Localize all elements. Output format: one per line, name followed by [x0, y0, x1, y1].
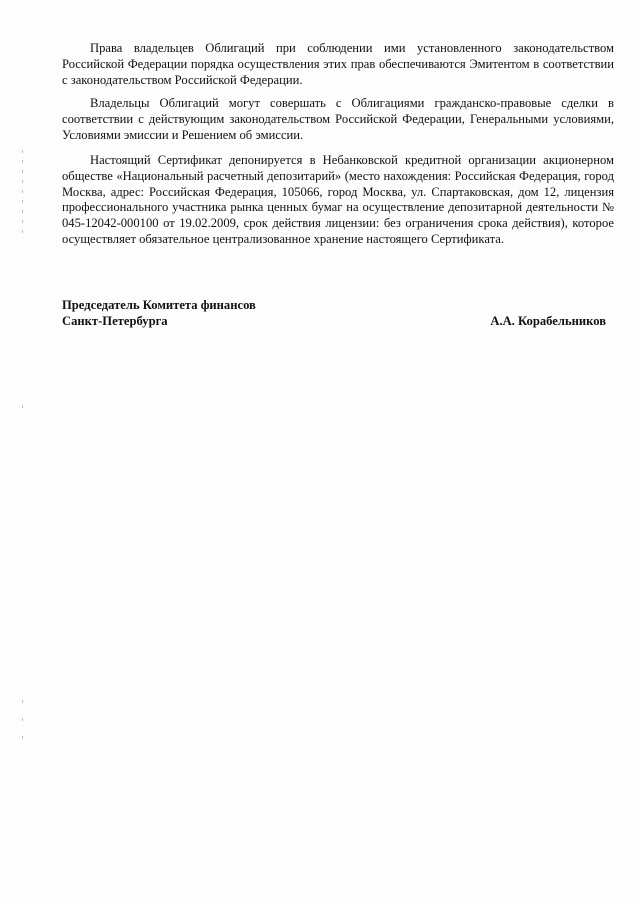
signatory-title [62, 297, 256, 329]
rights-paragraph [62, 41, 614, 88]
depository-paragraph [62, 153, 614, 248]
paragraph-depository-text: Настоящий Сертификат депонируется в Небанковской кредитной организации акционерном обществе «Национальный расчетный депозитарий» (место нахождения: Российская Федерация, город Москва, адрес: Российская Федерация, 105066, город Москва, ул. Спартаковская, дом 12, лицензия профессионального участника рынка ценных бумаг на осуществление депозитарной деятельности № 045-12042-000100 от 19.02.2009, срок действия лицензии: без ограничения срока действия), которое осуществляет обязательное централизованное хранение настоящего Сертификата. [62, 153, 614, 246]
transactions-paragraph [62, 96, 614, 143]
signatory-name: А.А. Корабельников [490, 314, 606, 328]
signatory-title-line1: Председатель Комитета финансов [62, 298, 256, 312]
scan-margin-marks [22, 0, 28, 905]
signatory-title-line2: Санкт-Петербурга [62, 314, 168, 328]
paragraph-transactions-text: Владельцы Облигаций могут совершать с Облигациями гражданско-правовые сделки в соответствии с действующим законодательством Российской Федерации, Генеральными условиями, Условиями эмиссии и Решением об эмиссии. [62, 96, 614, 142]
paragraph-rights-text: Права владельцев Облигаций при соблюдении ими установленного законодательством Российской Федерации порядка осуществления этих прав обеспечиваются Эмитентом в соответствии с законодательством Российской Федерации. [62, 41, 614, 87]
